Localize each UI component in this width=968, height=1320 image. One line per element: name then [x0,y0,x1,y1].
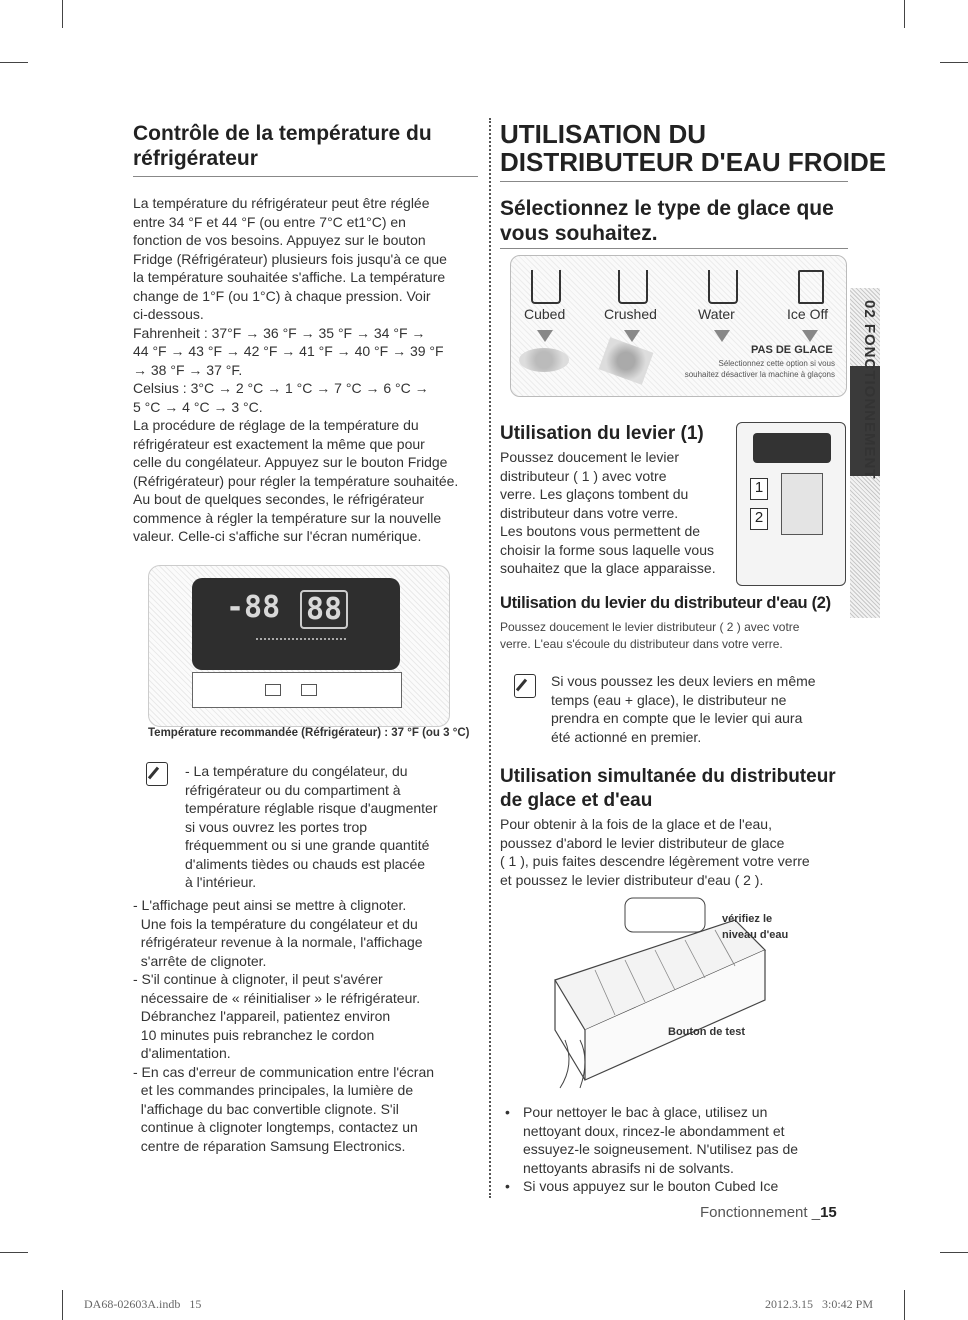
right-title-rule [500,181,848,182]
right-title: UTILISATION DU DISTRIBUTEUR D'EAU FROIDE [500,119,887,177]
note-line: réfrigérateur ou du compartiment à [185,781,401,798]
crop-mark [62,1290,63,1320]
crop-mark [940,62,968,63]
bullet-dot: • [505,1104,510,1120]
ice-off-icon [798,270,824,304]
bullet-list [505,1103,850,1196]
ice-mode-bar [192,672,402,708]
footer-timestamp: 2012.3.15 3:0:42 PM [765,1297,874,1311]
arrow-down-icon [802,330,818,342]
lever2-heading: Utilisation du levier du distributeur d'eau (2) [500,594,831,612]
simul-line: Pour obtenir à la fois de la glace et de l'eau, [500,816,772,832]
list-line: Débranchez l'appareil, patientez environ [133,1008,391,1024]
note-line: température réglable risque d'augmenter [185,800,438,816]
bullet-line: nettoyant doux, rincez-le abondamment et [523,1122,785,1139]
list-line: et les commandes principales, la lumière de [133,1082,414,1098]
paragraph-line: 44 °F → 43 °F → 42 °F → 41 °F → 40 °F → 39 °F [133,343,444,359]
left-title-rule [133,176,478,177]
list-line: nécessaire de « réinitialiser » le réfrigérateur. [133,989,421,1006]
simul-line: ( 1 ), puis faites descendre légèrement votre verre [500,853,810,869]
simul-line: poussez d'abord le levier distributeur de glace [500,834,785,851]
list-line: - L'affichage peut ainsi se mettre à clignoter. [133,897,407,913]
ice-off-text-2: souhaitez désactiver la machine à glaçons [684,370,835,379]
lever1-heading: Utilisation du levier (1) [500,423,704,444]
note-line: temps (eau + glace), le distributeur ne [551,691,787,708]
lever1-line: verre. Les glaçons tombent du [500,486,689,502]
cubed-box [265,684,281,696]
crushed-box [301,684,317,696]
ice-off-heading: PAS DE GLACE [751,344,833,356]
list-line: - En cas d'erreur de communication entre l'écran [133,1063,435,1080]
right-subtitle-rule [500,248,848,249]
crop-mark [940,1252,968,1253]
label-ice-off: Ice Off [787,306,828,322]
arrow-down-icon [624,330,640,342]
cubed-cup-icon [531,270,561,304]
paragraph-line: Fridge (Réfrigérateur) plusieurs fois jusqu'à ce que [133,250,447,267]
lever2-line: verre. L'eau s'écoule du distributeur dans votre verre. [500,637,783,651]
column-divider [489,118,491,1198]
ice-type-panel [510,255,847,397]
list-line: réfrigérateur revenue à la normale, l'affichage [133,934,423,950]
lever1-line: Les boutons vous permettent de [500,523,701,539]
paragraph-line: Celsius : 3°C → 2 °C → 1 °C → 7 °C → 6 °C → [133,380,429,396]
note-line: prendra en compte que le levier qui aura [551,710,803,726]
note-line: à l'intérieur. [185,874,257,890]
paragraph-line: 5 °C → 4 °C → 3 °C. [133,398,263,415]
panel-caption: Température recommandée (Réfrigérateur) : 37 °F (ou 3 °C) [148,727,470,739]
lever2-text [500,619,850,653]
panel-icons-row [256,638,346,652]
crop-mark [0,1252,28,1253]
list-line: Une fois la température du congélateur et du [133,915,418,932]
lever1-text [500,448,740,578]
tray-label-2: niveau d'eau [722,929,789,941]
freezer-temp-display: -88 [226,590,281,625]
right-subtitle: Sélectionnez le type de glace que vous souhaitez. [500,197,834,245]
list-line: continue à clignoter longtemps, contactez un [133,1119,418,1135]
lever1-callout: 1 [750,478,768,500]
note-line: d'aliments tièdes ou chauds est placée [185,855,426,872]
paragraph-line: change de 1°F (ou 1°C) à chaque pression. Voir [133,287,431,304]
label-cubed: Cubed [524,306,566,322]
dispenser-chute [781,473,823,535]
note-line: fréquemment ou si une grande quantité [185,837,430,853]
list-line: - S'il continue à clignoter, il peut s'avérer [133,971,383,987]
paragraph-line: réfrigérateur est exactement la même que pour [133,435,425,452]
paragraph-line: ci-dessous. [133,306,204,322]
dispenser-display [753,433,831,463]
left-note [185,762,485,892]
lever1-line: Poussez doucement le levier [500,449,679,465]
paragraph-line: La température du réfrigérateur peut être réglée [133,195,430,211]
note-icon [146,762,168,786]
note-line: - La température du congélateur, du [185,763,408,779]
section-side-label: 02 FONCTIONNEMENT [861,300,878,480]
lever1-line: souhaitez que la glace apparaisse. [500,560,716,576]
footer-section: Fonctionnement _15 [700,1204,837,1221]
water-cup-icon [708,270,738,304]
lever1-line: distributeur ( 1 ) avec votre [500,467,667,484]
ice-off-text-1: Sélectionnez cette option si vous [718,359,835,368]
bullet-line: essuyez-le soigneusement. N'utilisez pas de [523,1141,799,1157]
arrow-down-icon [714,330,730,342]
note-icon [514,674,536,698]
simul-line: et poussez le levier distributeur d'eau ( 2 ). [500,871,764,888]
paragraph-line: Au bout de quelques secondes, le réfrigérateur [133,491,425,507]
tray-label-1: vérifiez le [722,913,773,925]
arrow-down-icon [537,330,553,342]
note-line: Si vous poussez les deux leviers en même [551,673,816,689]
fridge-temp-display: 88 [300,590,348,629]
list-line: d'alimentation. [133,1045,231,1061]
lever2-line: Poussez doucement le levier distributeur ( 2 ) avec votre [500,620,800,634]
label-water: Water [698,306,735,322]
right-note [551,672,851,746]
paragraph-line: commence à régler la température sur la nouvelle [133,509,442,526]
crushed-ice-icon [599,337,654,385]
bullet-line: • Pour nettoyer le bac à glace, utilisez un [505,1104,768,1120]
paragraph-line: → 38 °F → 37 °F. [133,361,243,378]
paragraph-line: celle du congélateur. Appuyez sur le bouton Fridge [133,454,448,470]
list-line: 10 minutes puis rebranchez le cordon [133,1026,375,1043]
paragraph-line: La procédure de réglage de la température du [133,417,419,433]
paragraph-line: la température souhaitée s'affiche. La température [133,269,446,285]
paragraph-line: entre 34 °F et 44 °F (ou entre 7°C et1°C) en [133,213,406,230]
control-panel-display [192,578,400,670]
crop-mark [62,0,63,28]
note-line: si vous ouvrez les portes trop [185,818,368,835]
crop-mark [904,0,905,28]
paragraph-line: fonction de vos besoins. Appuyez sur le bouton [133,232,426,248]
simul-heading: Utilisation simultanée du distributeur de glace et d'eau [500,766,836,811]
list-line: l'affichage du bac convertible clignote. S'il [133,1100,399,1117]
paragraph-line: Fahrenheit : 37°F → 36 °F → 35 °F → 34 °F → [133,324,426,341]
bullet-dot: • [505,1178,510,1194]
left-paragraph [133,194,488,546]
bullet-line: nettoyants abrasifs ni de solvants. [523,1159,734,1176]
lever2-callout: 2 [750,508,768,530]
crop-mark [904,1290,905,1320]
left-list [133,896,488,1155]
label-crushed: Crushed [604,306,657,322]
tray-label-3: Bouton de test [668,1026,745,1038]
list-line: centre de réparation Samsung Electronics. [133,1137,406,1154]
crushed-cup-icon [618,270,648,304]
lever1-line: choisir la forme sous laquelle vous [500,541,714,558]
paragraph-line: (Réfrigérateur) pour régler la température souhaitée. [133,472,459,489]
simul-text [500,815,850,889]
paragraph-line: valeur. Celle-ci s'affiche sur l'écran numérique. [133,528,422,544]
lever1-line: distributeur dans votre verre. [500,504,679,521]
bullet-line: • Si vous appuyez sur le bouton Cubed Ice [505,1178,779,1194]
note-line: été actionné en premier. [551,728,702,745]
dispenser-image [736,422,846,586]
list-line: s'arrête de clignoter. [133,952,267,969]
crop-mark [0,62,28,63]
cubed-ice-icon [519,348,569,372]
left-title: Contrôle de la température du réfrigérateur [133,122,432,170]
footer-file: DA68-02603A.indb 15 [84,1297,202,1311]
